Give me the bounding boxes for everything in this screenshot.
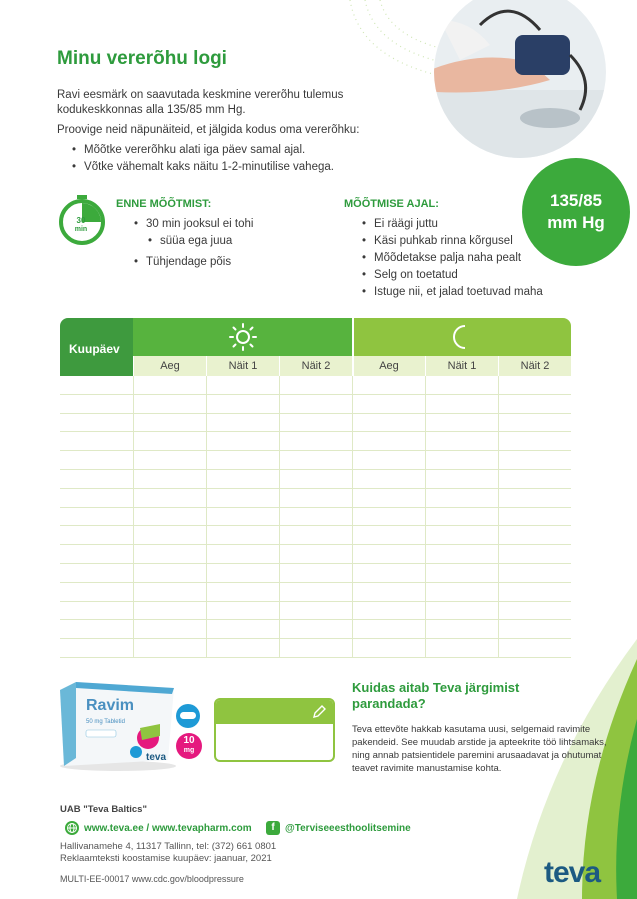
list-item: • Käsi puhkab rinna kõrgusel	[362, 233, 543, 250]
table-row[interactable]	[60, 545, 571, 564]
tips-intro: Proovige neid näpunäiteid, et jälgida kodus oma vererõhku:	[57, 124, 360, 136]
note-box-header	[216, 700, 333, 724]
product-brand: teva	[146, 752, 167, 763]
sub-header-reading2: Näit 2	[279, 356, 352, 376]
address: Hallivanamehe 4, 11317 Tallinn, tel: (372) 661 0801	[60, 841, 277, 852]
moon-icon	[449, 322, 475, 352]
column-line	[425, 376, 426, 658]
question-heading: Kuidas aitab Teva järgimist parandada?	[352, 680, 520, 711]
table-row[interactable]	[60, 583, 571, 602]
morning-band	[133, 318, 352, 356]
table-row[interactable]	[60, 620, 571, 639]
sub-header-time: Aeg	[133, 356, 206, 376]
medicine-box-image	[56, 680, 176, 772]
table-rows	[60, 376, 571, 658]
list-item-text: süüa ega juua	[160, 235, 233, 247]
website-link[interactable]	[65, 821, 252, 835]
address-block	[60, 841, 276, 865]
table-row[interactable]	[60, 395, 571, 414]
before-heading: ENNE MÕÕTMIST:	[116, 198, 212, 210]
dose-unit: mg	[183, 747, 195, 754]
sub-header-reading1: Näit 1	[206, 356, 279, 376]
blood-pressure-photo	[420, 0, 620, 158]
during-heading: MÕÕTMISE AJAL:	[344, 198, 439, 210]
before-list	[134, 216, 253, 271]
facebook-icon: f	[266, 821, 280, 835]
list-item: • Mõõtke vererõhku alati iga päev samal ajal.	[72, 142, 334, 159]
facebook-link[interactable]	[266, 821, 411, 835]
table-row[interactable]	[60, 639, 571, 658]
dose-badge	[176, 733, 202, 759]
list-item: • Võtke vähemalt kaks näitu 1-2-minutilise vahega.	[72, 159, 334, 176]
date-header: Kuupäev	[60, 318, 133, 376]
facebook-text: @Terviseeesthoolitsemine	[285, 822, 411, 834]
table-header	[60, 318, 571, 376]
list-item: • 30 min jooksul ei tohi	[134, 216, 253, 233]
column-line	[133, 376, 134, 658]
list-item-continued	[134, 233, 253, 250]
sun-icon	[228, 322, 258, 352]
dose-number: 10	[183, 735, 195, 746]
column-line	[498, 376, 499, 658]
company-name: UAB "Teva Baltics"	[60, 804, 147, 815]
table-row[interactable]	[60, 508, 571, 527]
target-value: 135/85	[550, 191, 602, 210]
table-row[interactable]	[60, 564, 571, 583]
intro-text: Ravi eesmärk on saavutada keskmine vererõhu tulemus kodukeskkonnas alla 135/85 mm Hg.	[57, 89, 344, 116]
globe-icon	[65, 821, 79, 835]
tips-list	[72, 142, 334, 176]
sub-header-time: Aeg	[352, 356, 425, 376]
product-name: Ravim	[86, 697, 135, 714]
table-row[interactable]	[60, 414, 571, 433]
list-item: • Selg on toetatud	[362, 267, 543, 284]
log-table	[60, 318, 571, 658]
list-item: • Istuge nii, et jalad toetuvad maha	[362, 284, 543, 301]
table-row[interactable]	[60, 489, 571, 508]
column-line	[279, 376, 280, 658]
product-dose: 50 mg Tabletid	[86, 719, 125, 725]
column-line	[206, 376, 207, 658]
sub-header-reading1: Näit 1	[425, 356, 498, 376]
header-divider	[352, 318, 354, 376]
table-row[interactable]	[60, 602, 571, 621]
pill-icon	[176, 704, 200, 728]
timer-unit: min	[74, 226, 88, 233]
evening-band	[352, 318, 571, 356]
list-item: • Tühjendage põis	[134, 254, 253, 271]
timer-number: 30	[76, 216, 86, 225]
during-list	[362, 216, 543, 301]
table-row[interactable]	[60, 526, 571, 545]
table-row[interactable]	[60, 432, 571, 451]
note-box[interactable]	[214, 698, 335, 762]
column-line	[352, 376, 353, 658]
sub-header-reading2: Näit 2	[498, 356, 571, 376]
table-row[interactable]	[60, 376, 571, 395]
teva-logo: teva	[544, 856, 601, 889]
page-title: Minu vererõhu logi	[57, 48, 227, 69]
table-row[interactable]	[60, 451, 571, 470]
website-text: www.teva.ee / www.tevapharm.com	[84, 822, 252, 834]
target-unit: mm Hg	[547, 213, 605, 232]
pen-icon	[311, 704, 327, 720]
list-item: • Ei räägi juttu	[362, 216, 543, 233]
ad-date: Reklaamteksti koostamise kuupäev: jaanuar, 2021	[60, 853, 272, 864]
list-item: • Mõõdetakse palja naha pealt	[362, 250, 543, 267]
question-text: Teva ettevõte hakkab kasutama uusi, selgemaid ravimite pakendeid. See muudab arstide ja apteekrite töö lihtsamaks, ning annab patsientidele paremini arusaadavat ja ohutumat teavet ravimite manustamise kohta.	[352, 724, 607, 774]
document-code: MULTI-EE-00017 www.cdc.gov/bloodpressure	[60, 874, 244, 884]
table-row[interactable]	[60, 470, 571, 489]
timer-icon	[56, 194, 108, 246]
